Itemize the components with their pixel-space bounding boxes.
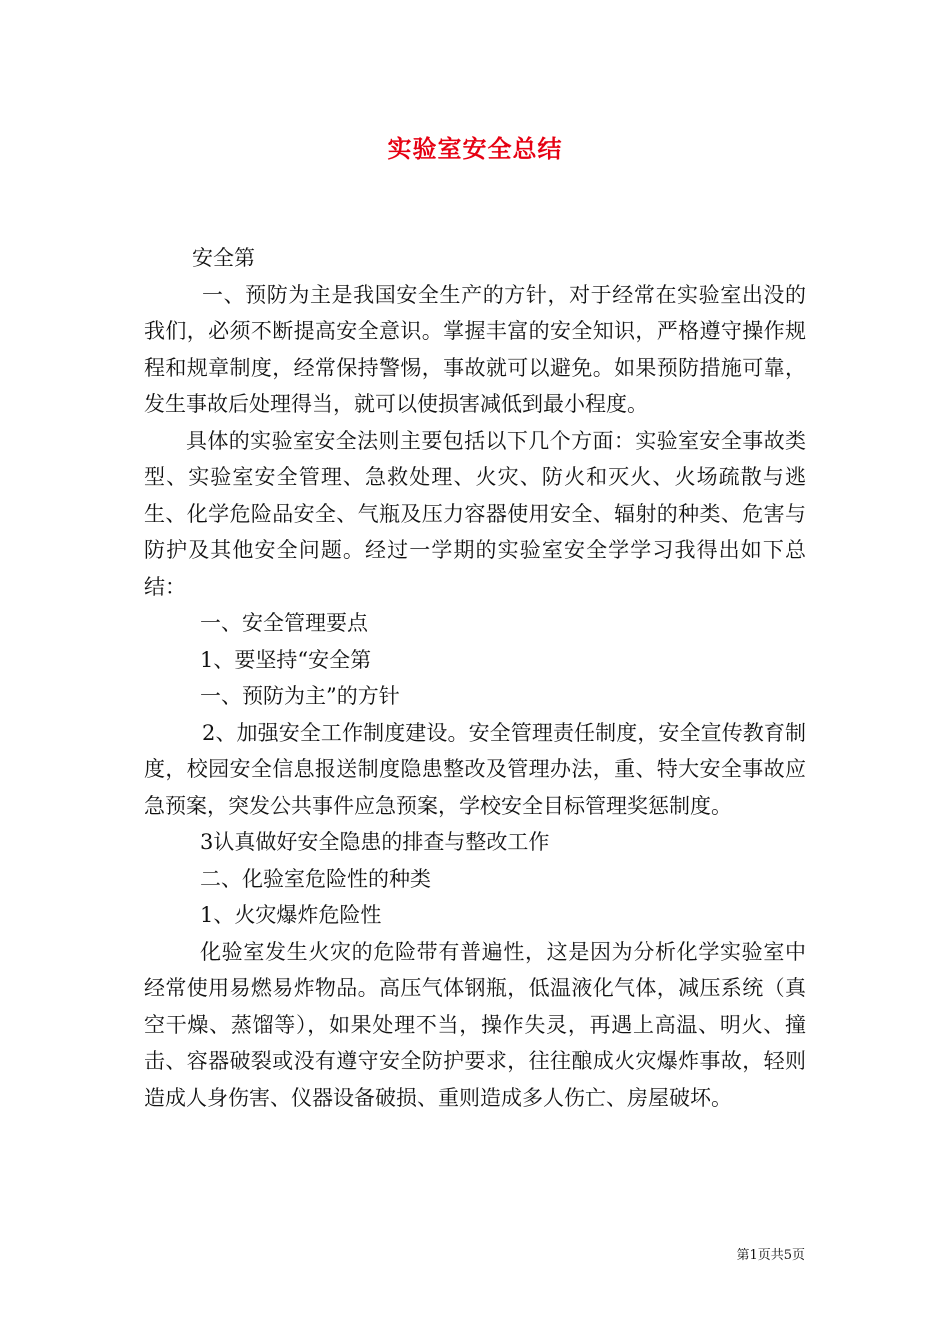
paragraph-1: 安全第 (192, 246, 255, 270)
page-number: 第1页共5页 (736, 1248, 805, 1263)
paragraph-5: 1、要坚持“安全第 (200, 647, 372, 672)
paragraph-3: 具体的实验室安全法则主要包括以下几个方面：实验室安全事故类型、实验室安全管理、急救处理、火灾、防火和灭火、火场疏散与逃生、化学危险品安全、气瓶及压力容器使用安全、辐射的种类、危害与防护及其他安全问题。经过一学期的实验室安全学学习我得出如下总结： (144, 428, 806, 599)
document-body (144, 240, 806, 1116)
paragraph-4: 一、安全管理要点 (200, 611, 368, 635)
paragraph-8: 3认真做好安全隐患的排查与整改工作 (200, 830, 550, 854)
paragraph-9: 二、化验室危险性的种类 (200, 866, 431, 891)
paragraph-2: 一、预防为主是我国安全生产的方针，对于经常在实验室出没的我们，必须不断提高安全意识。掌握丰富的安全知识，严格遵守操作规程和规章制度，经常保持警惕，事故就可以避免。如果预防措施可靠，发生事故后处理得当，就可以使损害减低到最小程度。 (144, 282, 806, 416)
document-title: 实验室安全总结 (387, 134, 563, 163)
paragraph-10: 1、火灾爆炸危险性 (200, 903, 382, 927)
paragraph-11: 化验室发生火灾的危险带有普遍性，这是因为分析化学实验室中经常使用易燃易炸物品。高压气体钢瓶，低温液化气体，减压系统（真空干燥、蒸馏等），如果处理不当，操作失灵，再遇上高温、明火、撞击、容器破裂或没有遵守安全防护要求，往往酿成火灾爆炸事故，轻则造成人身伤害、仪器设备破损、重则造成多人伤亡、房屋破坏。 (144, 939, 806, 1110)
paragraph-7: 2、加强安全工作制度建设。安全管理责任制度，安全宣传教育制度，校园安全信息报送制度隐患整改及管理办法，重、特大安全事故应急预案，突发公共事件应急预案，学校安全目标管理奖惩制度。 (144, 720, 806, 818)
paragraph-6: 一、预防为主”的方针 (200, 684, 400, 708)
